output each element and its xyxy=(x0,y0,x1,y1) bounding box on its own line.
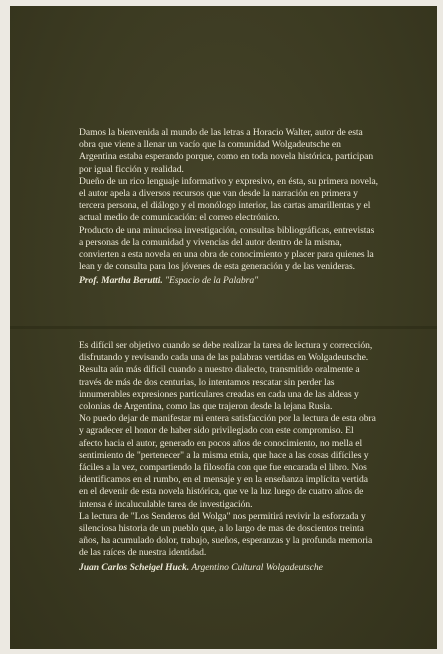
review-2-paragraph-2: No puedo dejar de manifestar mi entera satisfacción por la lectura de esta obra y agradecer el honor de haber sido privilegiado con este compromiso. El afecto hacia el autor, generado en pocos años de conocimiento, no mella el sentimiento de "pertenecer" a la misma etnia, que hace a las cosas difíciles y fáciles a la vez, compartiendo la filosofía con que fue encarada el libro. Nos identificamos en el rumbo, en el mensaje y en la enseñanza implícita vertida en el devenir de esta novela histórica, que ve la luz luego de cuatro años de intensa é incaluculable tarea de investigación. xyxy=(79,413,376,510)
review-2-source: Argentino Cultural Wolgadeutsche xyxy=(191,561,323,573)
review-2-paragraph-1: Es difícil ser objetivo cuando se debe realizar la tarea de lectura y corrección, disfrutando y revisando cada una de las palabras vertidas en Wolgadeutsche. Resulta aún más difícil cuando a nuestro dialecto, transmitido oralmente a través de más de dos centurias, lo intentamos rescatar sin perder las innumerables expresiones particulares creadas en cada una de las aldeas y colonias de Argentina, como las que trajeron desde la lejana Rusia. xyxy=(79,340,373,413)
review-1-signature xyxy=(79,275,379,287)
review-block-2 xyxy=(79,340,379,574)
review-1-author: Prof. Martha Berutti. xyxy=(79,275,163,287)
section-divider xyxy=(10,326,437,329)
review-1-paragraph-2: Dueño de un rico lenguaje informativo y expresivo, en ésta, su primera novela, el autor apela a diversos recursos que van desde la narración en primera y tercera persona, el diálogo y el monólogo interior, las cartas amarillentas y el actual medio de comunicación: el correo electrónico. xyxy=(79,175,379,224)
review-2-signature xyxy=(79,562,379,574)
review-2-paragraph-3: La lectura de "Los Senderos del Wolga" nos permitirá revivir la esforzada y silenciosa historia de un pueblo que, a lo largo de mas de doscientos treinta años, ha acumulado dolor, trabajo, sueños, esperanzas y la profunda memoria de las raíces de nuestra identidad. xyxy=(79,510,373,559)
review-block-1 xyxy=(79,127,379,288)
review-1-source: "Espacio de la Palabra" xyxy=(165,275,259,287)
review-1-paragraph-3: Producto de una minuciosa investigación, consultas bibliográficas, entrevistas a personas de la comunidad y vivencias del autor dentro de la misma, convierten a esta novela en una obra de conocimiento y placer para quienes la lean y de consulta para los jóvenes de esta generación y de las venideras. xyxy=(79,224,375,273)
review-1-paragraph-1: Damos la bienvenida al mundo de las letras a Horacio Walter, autor de esta obra que viene a llenar un vacío que la comunidad Wolgadeutsche en Argentina estaba esperando porque, como en toda novela histórica, participan por igual ficción y realidad. xyxy=(79,127,374,175)
review-2-author: Juan Carlos Scheigel Huck. xyxy=(79,561,190,573)
